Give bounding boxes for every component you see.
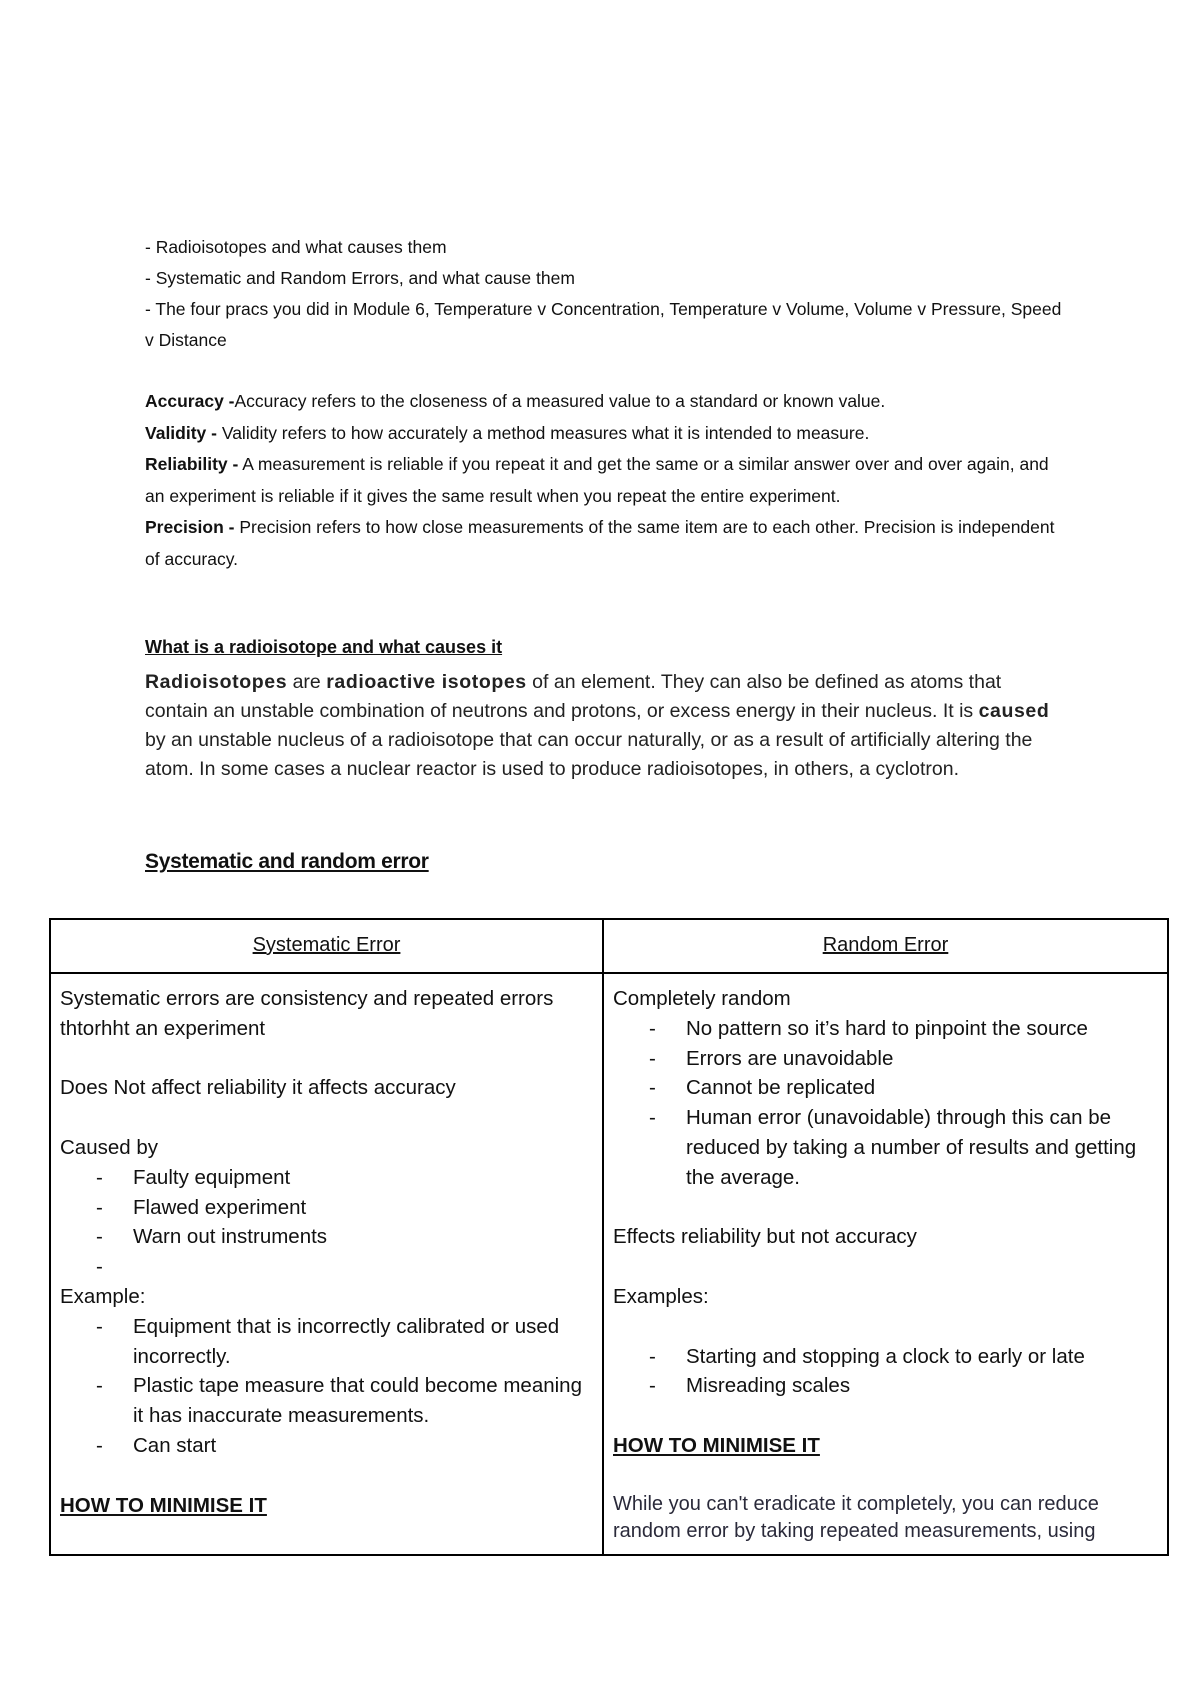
list-item: - Starting and stopping a clock to early or late bbox=[649, 1344, 1085, 1368]
list-item: - No pattern so it’s hard to pinpoint the source bbox=[649, 1016, 1088, 1040]
cell-text: While you can't eradicate it completely, you can reduce random error by taking repeated measurements, using bbox=[613, 1492, 1099, 1542]
cell-text: Caused by bbox=[60, 1135, 159, 1159]
error-comparison-table bbox=[49, 918, 1169, 1556]
random-examples-list bbox=[613, 1342, 1161, 1402]
paragraph-text: are bbox=[287, 671, 327, 693]
definition-validity bbox=[145, 418, 1065, 450]
bold-term: caused bbox=[978, 700, 1050, 722]
causes-list bbox=[60, 1163, 590, 1282]
topic-item: - Radioisotopes and what causes them bbox=[145, 237, 447, 257]
examples-list bbox=[60, 1312, 590, 1461]
cell-text: Examples: bbox=[613, 1284, 709, 1308]
definition-reliability bbox=[145, 449, 1065, 512]
topic-item: - Systematic and Random Errors, and what cause them bbox=[145, 268, 575, 288]
cell-text: Example: bbox=[60, 1284, 146, 1308]
paragraph-text: by an unstable nucleus of a radioisotope that can occur naturally, or as a result of artificially altering the atom. In some cases a nuclear reactor is used to produce radioisotopes, in others, a cyclotron. bbox=[145, 729, 1033, 780]
errors-heading: Systematic and random error bbox=[145, 850, 429, 873]
cell-text: Does Not affect reliability it affects accuracy bbox=[60, 1076, 456, 1100]
cell-text: Effects reliability but not accuracy bbox=[613, 1225, 917, 1249]
definition-text: Validity refers to how accurately a method measures what it is intended to measure. bbox=[216, 422, 870, 443]
topic-list bbox=[145, 232, 1065, 356]
list-item: - Warn out instruments bbox=[96, 1225, 328, 1249]
definition-text: Accuracy refers to the closeness of a measured value to a standard or known value. bbox=[234, 391, 886, 411]
definition-term: Validity - bbox=[145, 422, 217, 443]
systematic-error-header: Systematic Error bbox=[252, 934, 401, 956]
list-item: - Equipment that is incorrectly calibrated or used incorrectly. bbox=[96, 1314, 560, 1368]
list-item: - Cannot be replicated bbox=[649, 1076, 876, 1100]
definition-term: Precision - bbox=[145, 517, 235, 537]
bold-term: radioactive isotopes bbox=[326, 671, 527, 693]
minimise-heading: HOW TO MINIMISE IT bbox=[613, 1433, 820, 1457]
random-points-list bbox=[613, 1014, 1161, 1193]
list-item: - Misreading scales bbox=[649, 1374, 851, 1398]
table-header-divider bbox=[51, 972, 1167, 974]
definition-text: A measurement is reliable if you repeat it and get the same or a similar answer over and over again, and an experiment is reliable if it gives the same result when you repeat the entire experiment. bbox=[145, 454, 1049, 506]
list-item: - Can start bbox=[96, 1433, 217, 1457]
list-item: - Plastic tape measure that could become meaning it has inaccurate measurements. bbox=[96, 1374, 582, 1428]
table-column-divider bbox=[602, 920, 604, 1554]
definition-term: Reliability - bbox=[145, 454, 239, 474]
definition-accuracy bbox=[145, 386, 1065, 418]
list-item: - bbox=[96, 1255, 103, 1279]
list-item: - Human error (unavoidable) through this can be reduced by taking a number of results and getting the average. bbox=[649, 1106, 1137, 1189]
radioisotope-heading: What is a radioisotope and what causes it bbox=[145, 637, 503, 657]
cell-text: Systematic errors are consistency and repeated errors thtorhht an experiment bbox=[60, 987, 554, 1040]
paragraph-text: of an element. They can also be defined as atoms that contain an unstable combination of neutrons and protons, or excess energy in their nucleus. It is bbox=[145, 671, 1002, 722]
systematic-error-cell bbox=[60, 984, 590, 1520]
radioisotope-paragraph bbox=[145, 668, 1065, 784]
definition-term: Accuracy - bbox=[145, 391, 235, 411]
random-error-header: Random Error bbox=[822, 934, 949, 956]
cell-text: Completely random bbox=[613, 987, 791, 1010]
definition-precision bbox=[145, 512, 1065, 575]
random-error-cell bbox=[613, 984, 1161, 1545]
list-item: - Faulty equipment bbox=[96, 1165, 291, 1189]
topic-item: - The four pracs you did in Module 6, Temperature v Concentration, Temperature v Volume, Volume v Pressure, Speed v Distance bbox=[145, 299, 1062, 350]
minimise-heading: HOW TO MINIMISE IT bbox=[60, 1493, 267, 1517]
definitions bbox=[145, 386, 1065, 575]
definition-text: Precision refers to how close measurements of the same item are to each other. Precision is independent of accuracy. bbox=[145, 517, 1055, 569]
bold-term: Radioisotopes bbox=[145, 671, 288, 693]
list-item: - Flawed experiment bbox=[96, 1195, 307, 1219]
list-item: - Errors are unavoidable bbox=[649, 1046, 894, 1070]
